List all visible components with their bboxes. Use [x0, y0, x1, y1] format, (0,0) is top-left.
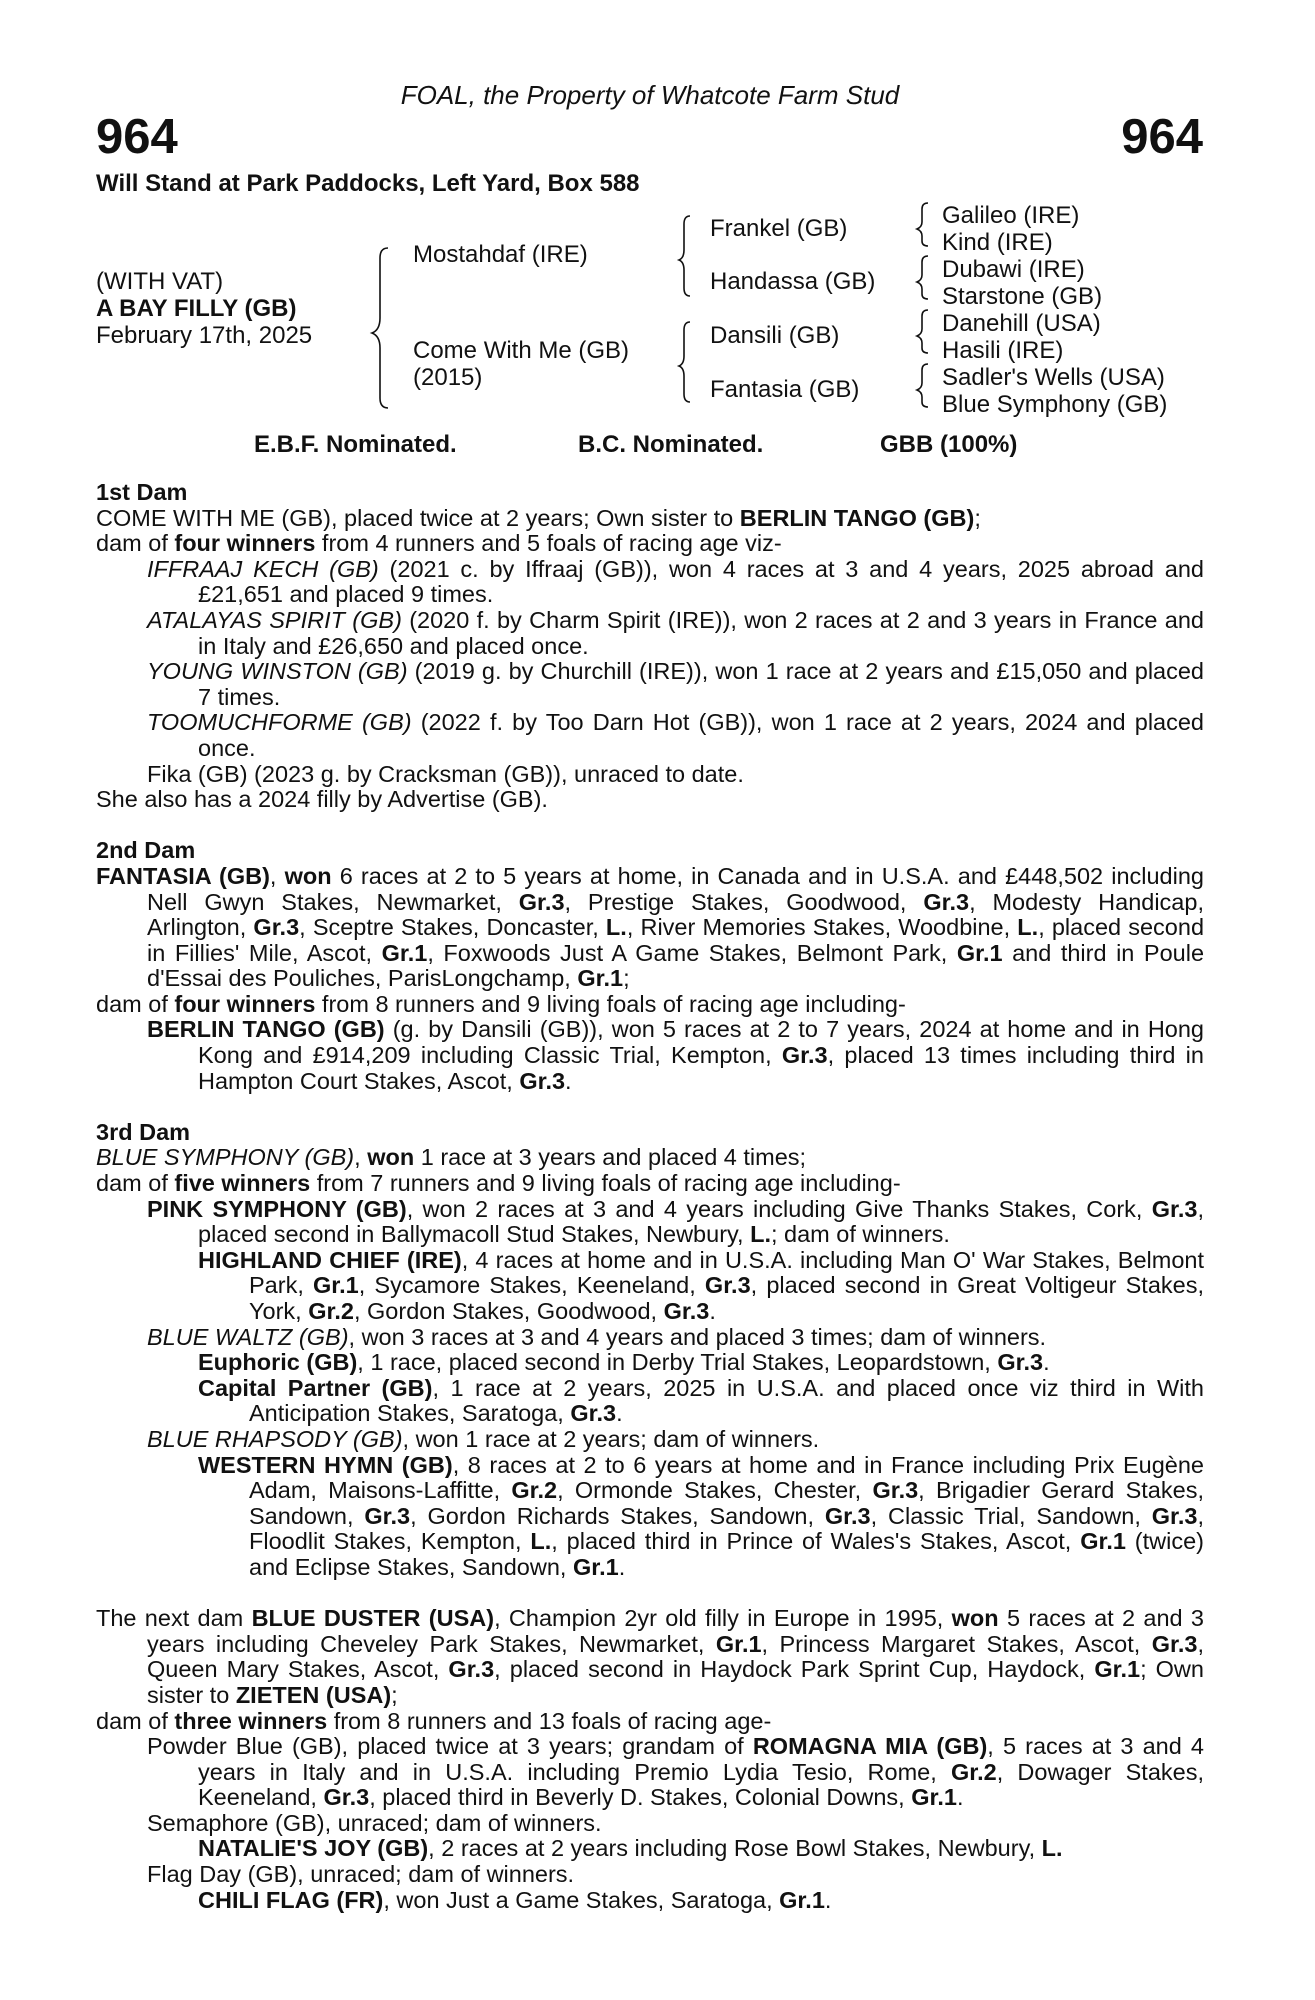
sire-sire: Frankel (GB): [710, 215, 848, 242]
produce-pink-symphony: PINK SYMPHONY (GB), won 2 races at 3 and 4 years including Give Thanks Stakes, Cork, Gr.3, placed second in Ballymacoll Stud Stakes, Newbury, L.; dam of winners.: [147, 1195, 1204, 1248]
ggp-danehill: Danehill (USA): [942, 310, 1101, 337]
produce-capital-partner: Capital Partner (GB), 1 race at 2 years, 2025 in U.S.A. and placed once viz third in With Anticipation Stakes, Saratoga, Gr.3.: [198, 1374, 1205, 1427]
third-dam-heading: 3rd Dam: [96, 1118, 191, 1145]
horse-name: A BAY FILLY (GB): [96, 295, 297, 322]
third-dam-produce-line: dam of five winners from 7 runners and 9 living foals of racing age including-: [96, 1170, 901, 1197]
lot-number-left: 964: [96, 110, 178, 164]
bc-nominated: B.C. Nominated.: [578, 431, 764, 458]
first-dam-line: COME WITH ME (GB), placed twice at 2 years; Own sister to BERLIN TANGO (GB);: [96, 504, 981, 531]
produce-highland-chief: HIGHLAND CHIEF (IRE), 4 races at home and in U.S.A. including Man O' War Stakes, Belmont Park, Gr.1, Sycamore Stakes, Keeneland, Gr.3, placed second in Great Voltigeur Stakes, York, Gr.2, Gordon Stakes, Goodwood, Gr.3.: [198, 1246, 1204, 1324]
sire-name: Mostahdaf (IRE): [413, 241, 588, 268]
dam-sire: Dansili (GB): [710, 322, 840, 349]
horse-dob: February 17th, 2025: [96, 322, 313, 349]
produce-young-winston: YOUNG WINSTON (GB) (2019 g. by Churchill (IRE)), won 1 race at 2 years and £15,050 and placed 7 times.: [147, 658, 1204, 710]
ggp-hasili: Hasili (IRE): [942, 337, 1064, 364]
first-dam-heading: 1st Dam: [96, 479, 188, 505]
lot-number-right: 964: [1121, 110, 1203, 164]
produce-toomuchforme: TOOMUCHFORME (GB) (2022 f. by Too Darn Hot (GB)), won 1 race at 2 years, 2024 and placed once.: [147, 709, 1204, 761]
produce-iffraaj-kech: IFFRAAJ KECH (GB) (2021 c. by Iffraaj (GB)), won 4 races at 3 and 4 years, 2025 abroad and £21,651 and placed 9 times.: [147, 555, 1204, 608]
produce-euphoric: Euphoric (GB), 1 race, placed second in Derby Trial Stakes, Leopardstown, Gr.3.: [198, 1349, 1050, 1376]
gbb-rating: GBB (100%): [880, 431, 1018, 458]
vat-label: (WITH VAT): [96, 268, 224, 295]
dam-name: Come With Me (GB): [413, 337, 630, 364]
next-dam-record: The next dam BLUE DUSTER (USA), Champion 2yr old filly in Europe in 1995, won 5 races at 2 and 3 years including Cheveley Park Stakes, Newmarket, Gr.1, Princess Margaret Stakes, Ascot, Gr.3, Queen Mary Stakes, Ascot, Gr.3, placed second in Haydock Park Sprint Cup, Haydock, Gr.1; Own sister to ZIETEN (USA);: [96, 1605, 1204, 1708]
brace-main: [372, 248, 388, 408]
brace-gs4: [917, 364, 928, 407]
dam-dam: Fantasia (GB): [710, 376, 860, 403]
ebf-nominated: E.B.F. Nominated.: [254, 431, 457, 458]
second-dam-heading: 2nd Dam: [96, 837, 196, 864]
brace-gs1: [917, 203, 928, 246]
dam-year: (2015): [413, 364, 483, 391]
ggp-starstone: Starstone (GB): [942, 283, 1103, 310]
produce-2024-filly: She also has a 2024 filly by Advertise (GB).: [96, 786, 548, 813]
ggp-sadlers-wells: Sadler's Wells (USA): [942, 364, 1165, 391]
produce-blue-waltz: BLUE WALTZ (GB), won 3 races at 3 and 4 years and placed 3 times; dam of winners.: [147, 1323, 1047, 1350]
ggp-galileo: Galileo (IRE): [942, 202, 1080, 229]
brace-gs2: [917, 256, 928, 299]
sire-dam: Handassa (GB): [710, 268, 876, 295]
produce-atalayas-spirit: ATALAYAS SPIRIT (GB) (2020 f. by Charm Spirit (IRE)), won 2 races at 2 and 3 years in France and in Italy and £26,650 and placed once.: [147, 606, 1204, 659]
ggp-dubawi: Dubawi (IRE): [942, 256, 1085, 283]
next-dam-produce-line: dam of three winners from 8 runners and 13 foals of racing age-: [96, 1707, 772, 1734]
produce-chili-flag: CHILI FLAG (FR), won Just a Game Stakes, Saratoga, Gr.1.: [198, 1886, 832, 1913]
produce-fika: Fika (GB) (2023 g. by Cracksman (GB)), unraced to date.: [147, 760, 744, 787]
second-dam-produce-line: dam of four winners from 8 runners and 9 living foals of racing age including-: [96, 990, 906, 1017]
produce-berlin-tango: BERLIN TANGO (GB) (g. by Dansili (GB)), won 5 races at 2 to 7 years, 2024 at home and in Hong Kong and £914,209 including Classic Trial, Kempton, Gr.3, placed 13 times including third in Hampton Court Stakes, Ascot, Gr.3.: [147, 1016, 1204, 1094]
ggp-blue-symphony: Blue Symphony (GB): [942, 391, 1168, 418]
third-dam-record: BLUE SYMPHONY (GB), won 1 race at 3 years and placed 4 times;: [96, 1144, 807, 1171]
produce-powder-blue: Powder Blue (GB), placed twice at 3 years; grandam of ROMAGNA MIA (GB), 5 races at 3 and 4 years in Italy and in U.S.A. including Premio Lydia Tesio, Rome, Gr.2, Dowager Stakes, Keeneland, Gr.3, placed third in Beverly D. Stakes, Colonial Downs, Gr.1.: [147, 1733, 1204, 1811]
property-line: FOAL, the Property of Whatcote Farm Stud: [400, 80, 900, 110]
produce-blue-rhapsody: BLUE RHAPSODY (GB), won 1 race at 2 years; dam of winners.: [147, 1425, 820, 1452]
brace-gs3: [917, 310, 928, 353]
produce-flag-day: Flag Day (GB), unraced; dam of winners.: [147, 1861, 575, 1888]
produce-western-hymn: WESTERN HYMN (GB), 8 races at 2 to 6 years at home and in France including Prix Eugène Adam, Maisons-Laffitte, Gr.2, Ormonde Stakes, Chester, Gr.3, Brigadier Gerard Stakes, Sandown, Gr.3, Gordon Richards Stakes, Sandown, Gr.3, Classic Trial, Sandown, Gr.3, Floodlit Stakes, Kempton, L., placed third in Prince of Wales's Stakes, Ascot, Gr.1 (twice) and Eclipse Stakes, Sandown, Gr.1.: [198, 1451, 1204, 1580]
stand-info: Will Stand at Park Paddocks, Left Yard, Box 588: [96, 170, 640, 197]
catalogue-body: [96, 480, 1204, 1913]
first-dam-produce-line: dam of four winners from 4 runners and 5 foals of racing age viz-: [96, 530, 782, 557]
brace-dam: [679, 322, 690, 402]
second-dam-record: FANTASIA (GB), won 6 races at 2 to 5 years at home, in Canada and in U.S.A. and £448,502 including Nell Gwyn Stakes, Newmarket, Gr.3, Prestige Stakes, Goodwood, Gr.3, Modesty Handicap, Arlington, Gr.3, Sceptre Stakes, Doncaster, L., River Memories Stakes, Woodbine, L., placed second in Fillies' Mile, Ascot, Gr.1, Foxwoods Just A Game Stakes, Belmont Park, Gr.1 and third in Poule d'Essai des Pouliches, ParisLongchamp, Gr.1;: [96, 862, 1205, 992]
ggp-kind: Kind (IRE): [942, 229, 1053, 256]
produce-natalies-joy: NATALIE'S JOY (GB), 2 races at 2 years including Rose Bowl Stakes, Newbury, L.: [198, 1835, 1063, 1862]
produce-semaphore: Semaphore (GB), unraced; dam of winners.: [147, 1809, 602, 1836]
brace-sire: [679, 216, 690, 296]
